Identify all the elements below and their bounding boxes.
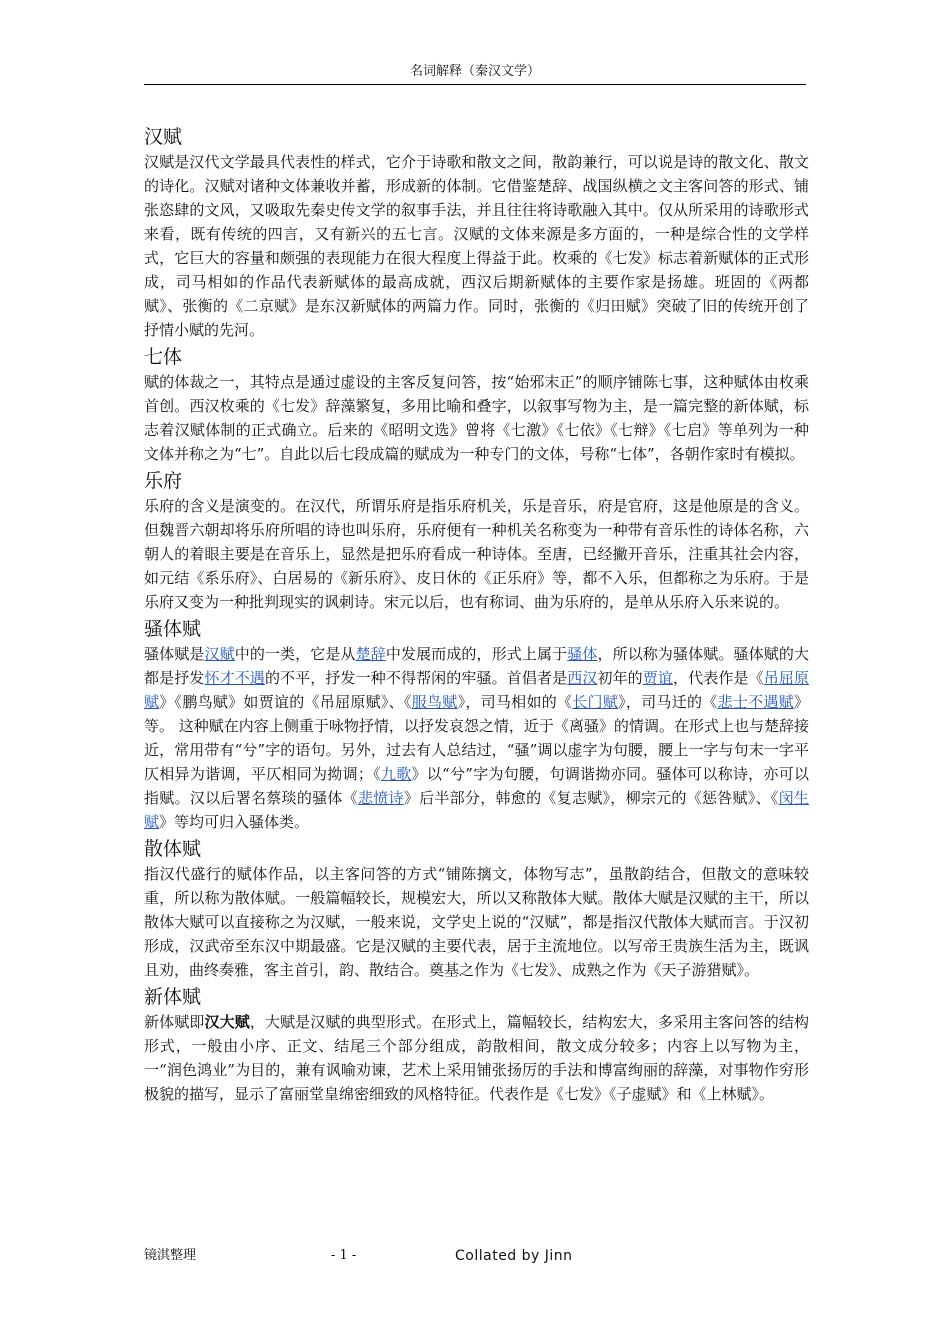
footer-collated: Collated by Jinn [455, 1248, 573, 1264]
footer-page-number: - 1 - [331, 1248, 357, 1263]
section-title-saotifu: 骚体赋 [144, 618, 202, 640]
section-title-xintifu: 新体赋 [144, 986, 202, 1008]
footer-compiler: 镜淇整理 [144, 1248, 197, 1263]
section-title-santifu: 散体赋 [144, 838, 202, 860]
term-link[interactable]: 服鸟赋 [411, 693, 458, 711]
section-title-yuefu: 乐府 [144, 470, 183, 492]
section-body-yuefu: 乐府的含义是演变的。在汉代，所谓乐府是指乐府机关，乐是音乐，府是官府，这是他原是的含义。但魏晋六朝却将乐府所唱的诗也叫乐府，乐府便有一种机关名称变为一种带有音乐性的诗体名称，六朝人的着眼主要是在音乐上，显然是把乐府看成一种诗体。至唐，已经撇开音乐，注重其社会内容，如元结《系乐府》、白居易的《新乐府》、皮日休的《正乐府》等，都不入乐，但都称之为乐府。于是乐府又变为一种批判现实的讽刺诗。宋元以后，也有称词、曲为乐府的，是单从乐府入乐来说的。 [144, 497, 809, 611]
header-divider [144, 84, 806, 85]
page-header-title: 名词解释（秦汉文学） [409, 64, 540, 79]
term-link[interactable]: 悲士不遇赋 [717, 693, 794, 711]
section-title-qiti: 七体 [144, 346, 183, 368]
term-link[interactable]: 汉赋 [204, 645, 235, 663]
term-link[interactable]: 楚辞 [355, 645, 386, 663]
document-body [144, 122, 809, 1106]
term-link[interactable]: 西汉 [567, 669, 598, 687]
bold-term: 汉大赋 [204, 1013, 250, 1031]
section-body-xintifu: 新体赋即汉大赋，大赋是汉赋的典型形式。在形式上，篇幅较长，结构宏大，多采用主客问答的结构形式，一般由小序、正文、结尾三个部分组成，韵散相间，散文成分较多；内容上以写物为主，一“润色鸿业”为目的，兼有讽喻劝谏，艺术上采用铺张扬厉的手法和博富绚丽的辞藻，对事物作穷形极貌的描写，显示了富丽堂皇绵密细致的风格特征。代表作是《七发》《子虚赋》和《上林赋》。 [144, 1013, 809, 1103]
section-title-hanfu: 汉赋 [144, 126, 183, 148]
term-link[interactable]: 骚体 [567, 645, 598, 663]
term-link[interactable]: 吊屈原赋 [144, 669, 809, 711]
term-link[interactable]: 长门赋 [572, 693, 619, 711]
term-link[interactable]: 贾谊 [642, 669, 674, 687]
term-link[interactable]: 悲愤诗 [357, 789, 404, 807]
section-body-qiti: 赋的体裁之一，其特点是通过虚设的主客反复问答，按“始邪末正”的顺序铺陈七事，这种赋体由枚乘首创。西汉枚乘的《七发》辞藻繁复，多用比喻和叠字，以叙事写物为主，是一篇完整的新体赋，标志着汉赋体制的正式确立。后来的《昭明文选》曾将《七激》《七依》《七辩》《七启》等单列为一种文体并称之为“七”。自此以后七段成篇的赋成为一种专门的文体，号称“七体”，各朝作家时有模拟。 [144, 373, 809, 463]
term-link[interactable]: 闵生赋 [144, 789, 809, 831]
term-link[interactable]: 九歌 [380, 765, 412, 783]
term-link[interactable]: 怀才不遇 [204, 669, 265, 687]
section-body-saotifu: 骚体赋是汉赋中的一类，它是从楚辞中发展而成的，形式上属于骚体，所以称为骚体赋。骚体赋的大都是抒发怀才不遇的不平，抒发一种不得帮闲的牢骚。首倡者是西汉初年的贾谊，代表作是《吊屈原赋》《鹏鸟赋》如贾谊的《吊屈原赋》、《服鸟赋》，司马相如的《长门赋》，司马迁的《悲士不遇赋》等。 这种赋在内容上侧重于咏物抒情，以抒发哀怨之情，近于《离骚》的情调。在形式上也与楚辞接近，常用带有“兮”字的语句。另外，过去有人总结过，“骚”调以虚字为句腰，腰上一字与句末一字平仄相异为谐调，平仄相同为拗调；《九歌》以“兮”字为句腰，句调谐拗亦同。骚体可以称诗，亦可以指赋。汉以后署名蔡琰的骚体《悲愤诗》后半部分，韩愈的《复志赋》，柳宗元的《惩咎赋》、《闵生赋》等均可归入骚体类。 [144, 645, 809, 831]
section-body-santifu: 指汉代盛行的赋体作品，以主客问答的方式“铺陈摛文，体物写志”，虽散韵结合，但散文的意味较重，所以称为散体赋。一般篇幅较长，规模宏大，所以又称散体大赋。散体大赋是汉赋的主干，所以散体大赋可以直接称之为汉赋，一般来说，文学史上说的“汉赋”，都是指汉代散体大赋而言。于汉初形成，汉武帝至东汉中期最盛。它是汉赋的主要代表，居于主流地位。以写帝王贵族生活为主，既讽且劝，曲终奏雅，客主首引，韵、散结合。奠基之作为《七发》、成熟之作为《天子游猎赋》。 [144, 865, 809, 979]
section-body-hanfu: 汉赋是汉代文学最具代表性的样式，它介于诗歌和散文之间，散韵兼行，可以说是诗的散文化、散文的诗化。汉赋对诸种文体兼收并蓄，形成新的体制。它借鉴楚辞、战国纵横之文主客问答的形式、铺张恣肆的文风，又吸取先秦史传文学的叙事手法，并且往往将诗歌融入其中。仅从所采用的诗歌形式来看，既有传统的四言，又有新兴的五七言。汉赋的文体来源是多方面的，一种是综合性的文学样式，它巨大的容量和颇强的表现能力在很大程度上得益于此。枚乘的《七发》标志着新赋体的正式形成，司马相如的作品代表新赋体的最高成就，西汉后期新赋体的主要作家是扬雄。班固的《两都赋》、张衡的《二京赋》是东汉新赋体的两篇力作。同时，张衡的《归田赋》突破了旧的传统开创了抒情小赋的先河。 [144, 153, 809, 339]
